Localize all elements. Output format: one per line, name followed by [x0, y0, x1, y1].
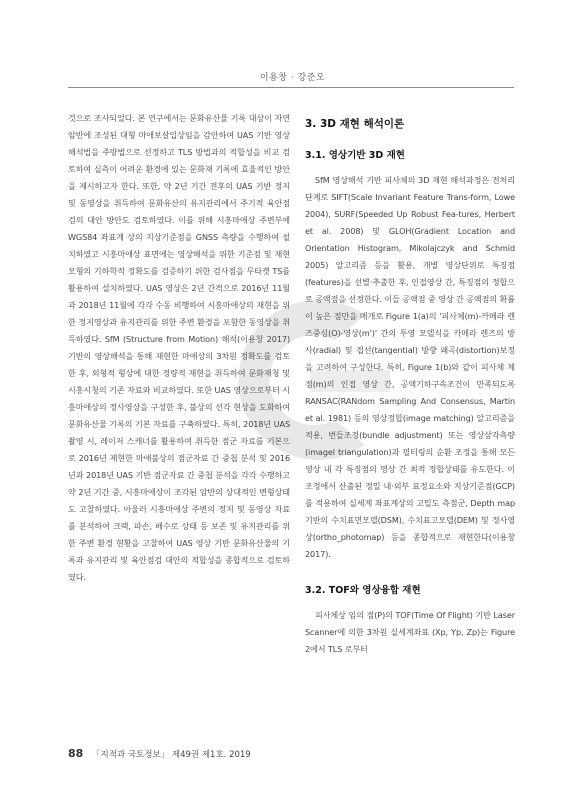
subsection-text-1: SfM 영상해석 기반 피사체의 3D 재현 해석과정은 전처리 단계로 SIFT(Scale Invariant Feature Trans-form, Lowe 2004), SURF(Speeded Up Robust Fea-tures, Herbert et al. 2008) 및 GLOH(Gradient Location and Orientation Histogram, Mikolajczyk and Schmid 2005) 알고리즘 등을 활용, 개별 영상단위로 특징점(features)을 선별·추출한 후, 인접영상 간, 특징점의 정합으로 공액점을 선정한다. 이들 공액점 중 영상 간 공액점의 확률이 높은 점만을 매개로 Figure 1(a)의 '피사체(m)-카메라 렌즈중심(O)-영상(m')' 간의 투영 모델식을 카메라 렌즈의 방사(radial) 및 접선(tangential) 방향 왜곡(distortion)보정을 고려하여 구성한다. 특히, Figure 1(b)와 같이 피사체 제 점(m)의 인접 영상 간, 공액기하구속조건이 만족되도록 RANSAC(RANdom Sampling And Consensus, Martin et al. 1981) 등의 영상정합(image matching) 알고리즘을 적용, 번들조정(bundle adjustment) 또는 영상삼각측량(imagel triangulation)과 필터링의 순환 조정을 통해 모든 영상 내 각 특징점의 영상 간 최적 정합상태를 유도한다. 이 조정에서 산출된 정밀 내·외부 표정요소와 지상기준점(GCP)를 적용하여 실세계 좌표계상의 고밀도 측점군, Depth map 기반의 수치표면모델(DSM), 수치표고모델(DEM) 및 정사영상(ortho_photomap) 등을 종합적으로 재현한다(이용창 2017). — [305, 175, 515, 559]
right-column — [305, 110, 515, 658]
left-column-text: 것으로 조사되었다. 본 연구에서는 문화유산물 기록 대상이 자연 암반에 조성된 대형 마애보살입상임을 감안하여 UAS 기반 영상해석법을 주방법으로 선정하고 TLS 방법과의 적합성을 비교 검토하여 실측이 어려운 환경에 있는 문화재 기록에 효율적인 방안을 제시하고자 한다. 또한, 약 2년 기간 전후의 UAS 기반 정지 및 동영상을 취득하여 문화유산의 유지관리에서 주기적 육안점검의 대안 방안도 검토하였다. 이를 위해 시흥마애상 주변부에 WGS84 좌표계 상의 지상기준점을 GNSS 측량을 수행하여 설치하였고 시흥마애상 표면에는 영상해석을 위한 기준점 및 재현모형의 기하학적 정확도를 검증하기 위한 검사점을 무타켓 TS를 활용하여 설치하였다. UAS 영상은 2년 간격으로 2016년 11월과 2018년 11월에 각각 수동 비행하여 시흥마애상의 재현을 위한 정지영상과 유지관리를 위한 주변 환경을 포함한 동영상을 취득하였다. SfM (Structure from Motion) 해석(이용창 2017)기반의 영상해석을 통해 재현한 마애상의 3차원 정확도를 검토한 후, 외형적 형상에 대한 정량적 재현을 취득하여 문화재청 및 시흥시청의 기존 자료와 비교하였다. 또한 UAS 영상으로부터 시흥마애상의 정사영상을 구성한 후, 불상의 선각 현상을 도화하여 문화유산물 기록의 기본 자료를 구축하였다. 특히, 2018년 UAS 촬영 시, 레이저 스캐너를 활용하여 취득한 점군 자료를 기본으로 2016년 재현한 마애불상의 점군자료 간 중첩 분석 및 2016년과 2018년 UAS 기반 점군자료 간 중첩 분석을 각각 수행하고 약 2년 기간 중, 시흥마애상이 조각된 암반의 상대적인 변형상태도 고찰하였다. 아울러 시흥마애상 주변의 정지 및 동영상 자료를 분석하여 크랙, 파손, 배수로 상태 등 보존 및 유지관리를 위한 주변 환경 현황을 고찰하여 UAS 영상 기반 문화유산물의 기록과 유지관리 및 육안점검 대안의 적합성을 종합적으로 검토하였다. — [68, 113, 290, 582]
subsection-title-2: 3.2. TOF와 영상융합 재현 — [305, 585, 421, 596]
page-footer — [68, 747, 251, 760]
journal-info: 「지적과 국토정보」 제49권 제1호. 2019 — [92, 750, 251, 760]
subsection-title-1: 3.1. 영상기반 3D 재현 — [305, 150, 405, 161]
left-column — [68, 110, 290, 586]
section-title: 3. 3D 재현 해석이론 — [305, 118, 405, 130]
header-rule — [68, 87, 514, 88]
header-authors: 이용창 · 강준오 — [259, 73, 326, 83]
page-number: 88 — [68, 747, 84, 760]
subsection-text-2: 피사체상 임의 점(P)의 TOF(Time Of Flight) 기반 Laser Scanner에 의한 3차원 실세계좌표 (Xp, Yp, Zp)는 Figure 2에서 TLS 로부터 — [305, 610, 515, 654]
